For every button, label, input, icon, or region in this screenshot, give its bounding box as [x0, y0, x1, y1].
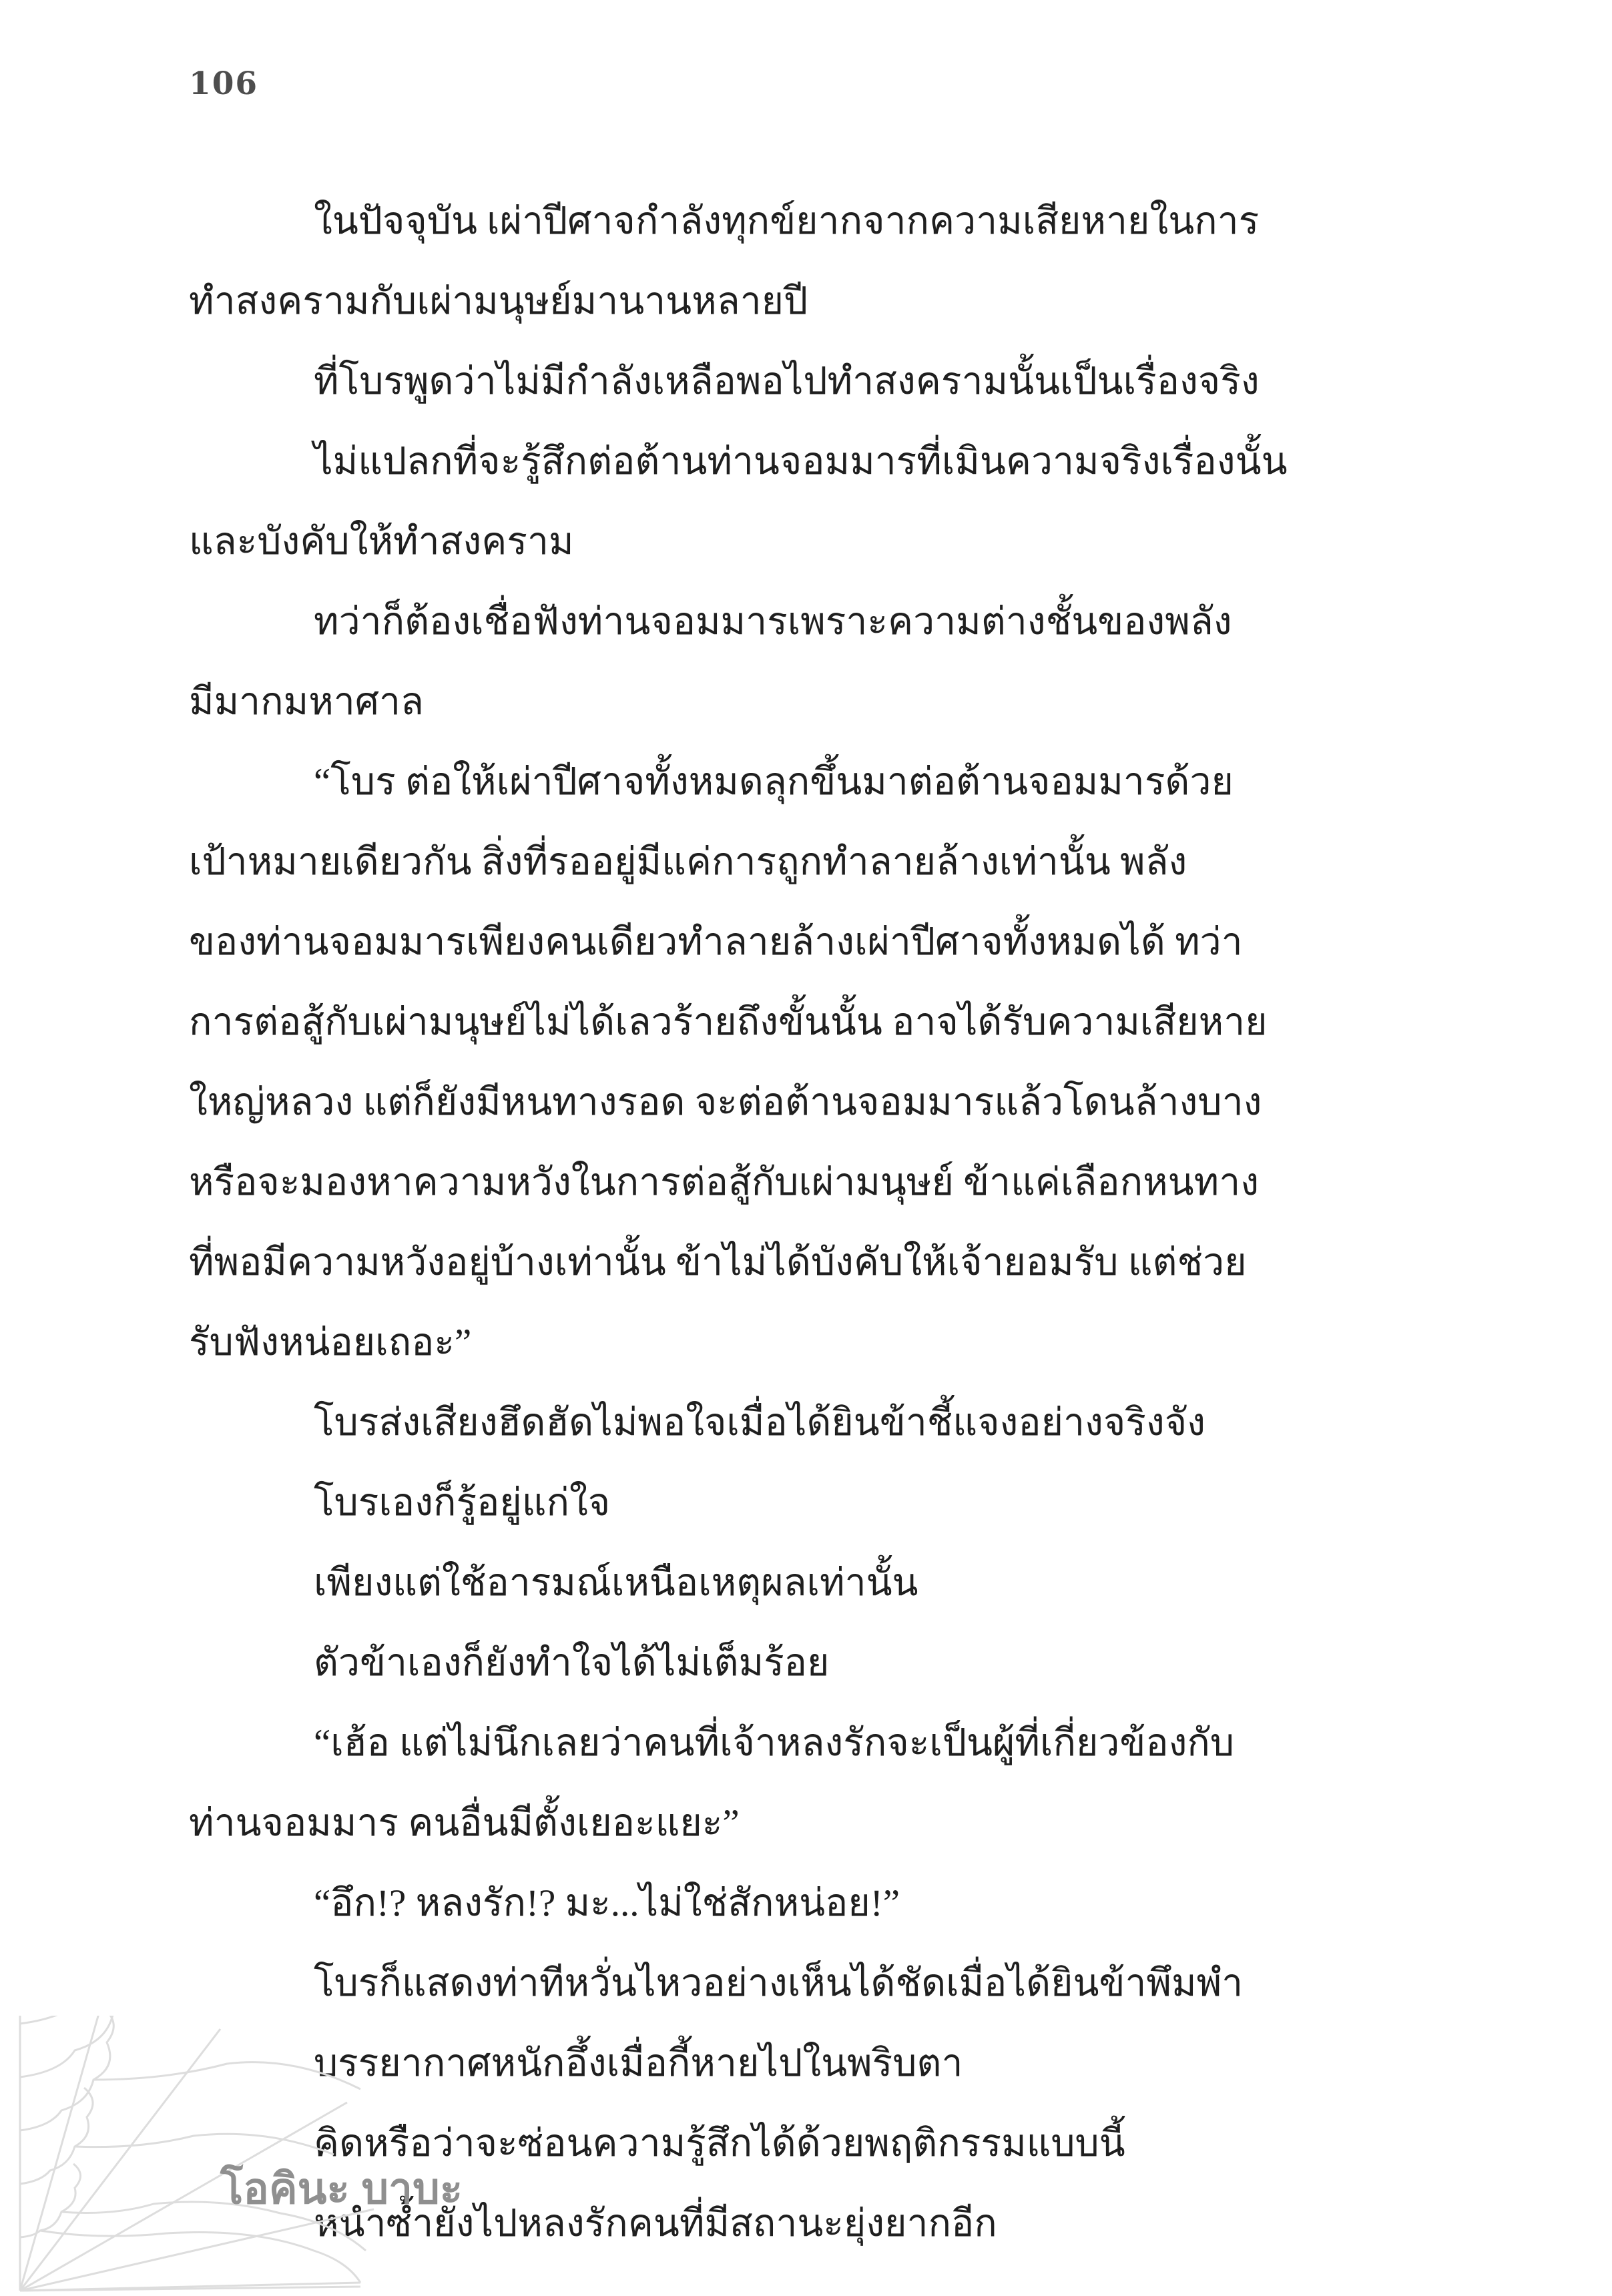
- text-line: คิดหรือว่าจะซ่อนความรู้สึกได้ด้วยพฤติกรรมแบบนี้: [314, 2122, 1125, 2165]
- text-line: ที่พอมีความหวังอยู่บ้างเท่านั้น ข้าไม่ได้บังคับให้เจ้ายอมรับ แต่ช่วย: [189, 1241, 1247, 1283]
- text-line: ของท่านจอมมารเพียงคนเดียวทำลายล้างเผ่าปีศาจทั้งหมดได้ ทว่า: [189, 921, 1243, 963]
- text-line: โบรก็แสดงท่าทีหวั่นไหวอย่างเห็นได้ชัดเมื่อได้ยินข้าพึมพำ: [314, 1962, 1244, 2004]
- text-line: เป้าหมายเดียวกัน สิ่งที่รออยู่มีแค่การถูกทำลายล้างเท่านั้น พลัง: [189, 841, 1187, 883]
- text-line: การต่อสู้กับเผ่ามนุษย์ไม่ได้เลวร้ายถึงขั้นนั้น อาจได้รับความเสียหาย: [189, 1001, 1268, 1043]
- text-line: ท่านจอมมาร คนอื่นมีตั้งเยอะแยะ”: [189, 1802, 740, 1844]
- text-line: “เฮ้อ แต่ไม่นึกเลยว่าคนที่เจ้าหลงรักจะเป็นผู้ที่เกี่ยวข้องกับ: [314, 1722, 1235, 1764]
- text-line: บรรยากาศหนักอึ้งเมื่อกี้หายไปในพริบตา: [314, 2042, 963, 2084]
- text-line: ทำสงครามกับเผ่ามนุษย์มานานหลายปี: [189, 280, 808, 322]
- text-line: หรือจะมองหาความหวังในการต่อสู้กับเผ่ามนุษย์ ข้าแค่เลือกหนทาง: [189, 1161, 1260, 1203]
- body-text: [189, 182, 1427, 2264]
- text-line: ตัวข้าเองก็ยังทำใจได้ไม่เต็มร้อย: [314, 1642, 830, 1684]
- page-number: 106: [189, 65, 259, 102]
- text-line: ที่โบรพูดว่าไม่มีกำลังเหลือพอไปทำสงครามนั้นเป็นเรื่องจริง: [314, 360, 1260, 402]
- text-line: และบังคับให้ทำสงคราม: [189, 521, 574, 563]
- text-line: ใหญ่หลวง แต่ก็ยังมีหนทางรอด จะต่อต้านจอมมารแล้วโดนล้างบาง: [189, 1081, 1262, 1123]
- text-line: หนำซ้ำยังไปหลงรักคนที่มีสถานะยุ่งยากอีก: [314, 2203, 997, 2245]
- text-line: ทว่าก็ต้องเชื่อฟังท่านจอมมารเพราะความต่างชั้นของพลัง: [314, 601, 1232, 643]
- text-line: ในปัจจุบัน เผ่าปีศาจกำลังทุกข์ยากจากความเสียหายในการ: [314, 200, 1260, 242]
- text-line: ไม่แปลกที่จะรู้สึกต่อต้านท่านจอมมารที่เมินความจริงเรื่องนั้น: [314, 441, 1288, 483]
- text-line: รับฟังหน่อยเถอะ”: [189, 1322, 472, 1364]
- text-line: โบรเองก็รู้อยู่แก่ใจ: [314, 1482, 611, 1524]
- text-line: มีมากมหาศาล: [189, 681, 424, 723]
- text-line: เพียงแต่ใช้อารมณ์เหนือเหตุผลเท่านั้น: [314, 1562, 918, 1604]
- text-line: โบรส่งเสียงฮึดฮัดไม่พอใจเมื่อได้ยินข้าชี้แจงอย่างจริงจัง: [314, 1402, 1205, 1444]
- author-watermark: โอคินะ บาบะ: [220, 2165, 463, 2213]
- text-line: “อึก!? หลงรัก!? มะ...ไม่ใช่สักหน่อย!”: [314, 1882, 900, 1924]
- text-line: “โบร ต่อให้เผ่าปีศาจทั้งหมดลุกขึ้นมาต่อต้านจอมมารด้วย: [314, 761, 1234, 803]
